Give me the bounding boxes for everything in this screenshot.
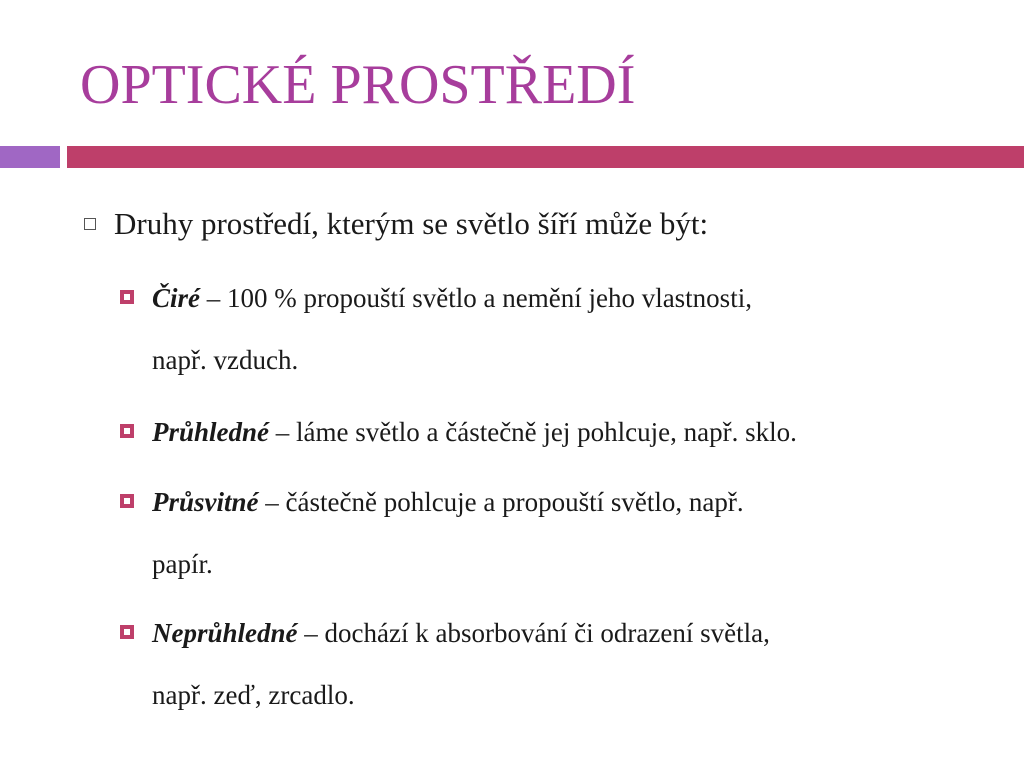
square-bullet-icon: [120, 625, 134, 639]
list-item: [120, 401, 980, 463]
lead-text: Druhy prostředí, kterým se světlo šíří může být:: [114, 206, 709, 241]
term: Čiré: [152, 283, 201, 313]
list-item-text: [120, 471, 980, 595]
description: – 100 % propouští světlo a nemění jeho vlastnosti,: [200, 283, 752, 313]
description: – dochází k absorbování či odrazení světla,: [297, 618, 770, 648]
list-item-text: [120, 267, 980, 391]
term: Průhledné: [152, 417, 270, 447]
lead-bullet: [84, 202, 708, 246]
description: – částečně pohlcuje a propouští světlo, např.: [258, 487, 744, 517]
list-item: [120, 471, 980, 595]
list-item: [120, 267, 980, 391]
description-cont: např. zeď, zrcadlo.: [152, 680, 355, 710]
term: Neprůhledné: [152, 618, 298, 648]
description-cont: např. vzduch.: [152, 345, 299, 375]
description: – láme světlo a částečně jej pohlcuje, např. sklo.: [269, 417, 797, 447]
hollow-square-bullet-icon: [84, 218, 96, 230]
square-bullet-icon: [120, 290, 134, 304]
slide-title: OPTICKÉ PROSTŘEDÍ: [80, 54, 636, 116]
term: Průsvitné: [152, 487, 259, 517]
list-item-text: [120, 401, 980, 463]
description-cont: papír.: [152, 549, 213, 579]
list-item-text: [120, 602, 980, 726]
square-bullet-icon: [120, 424, 134, 438]
list-item: [120, 602, 980, 726]
square-bullet-icon: [120, 494, 134, 508]
